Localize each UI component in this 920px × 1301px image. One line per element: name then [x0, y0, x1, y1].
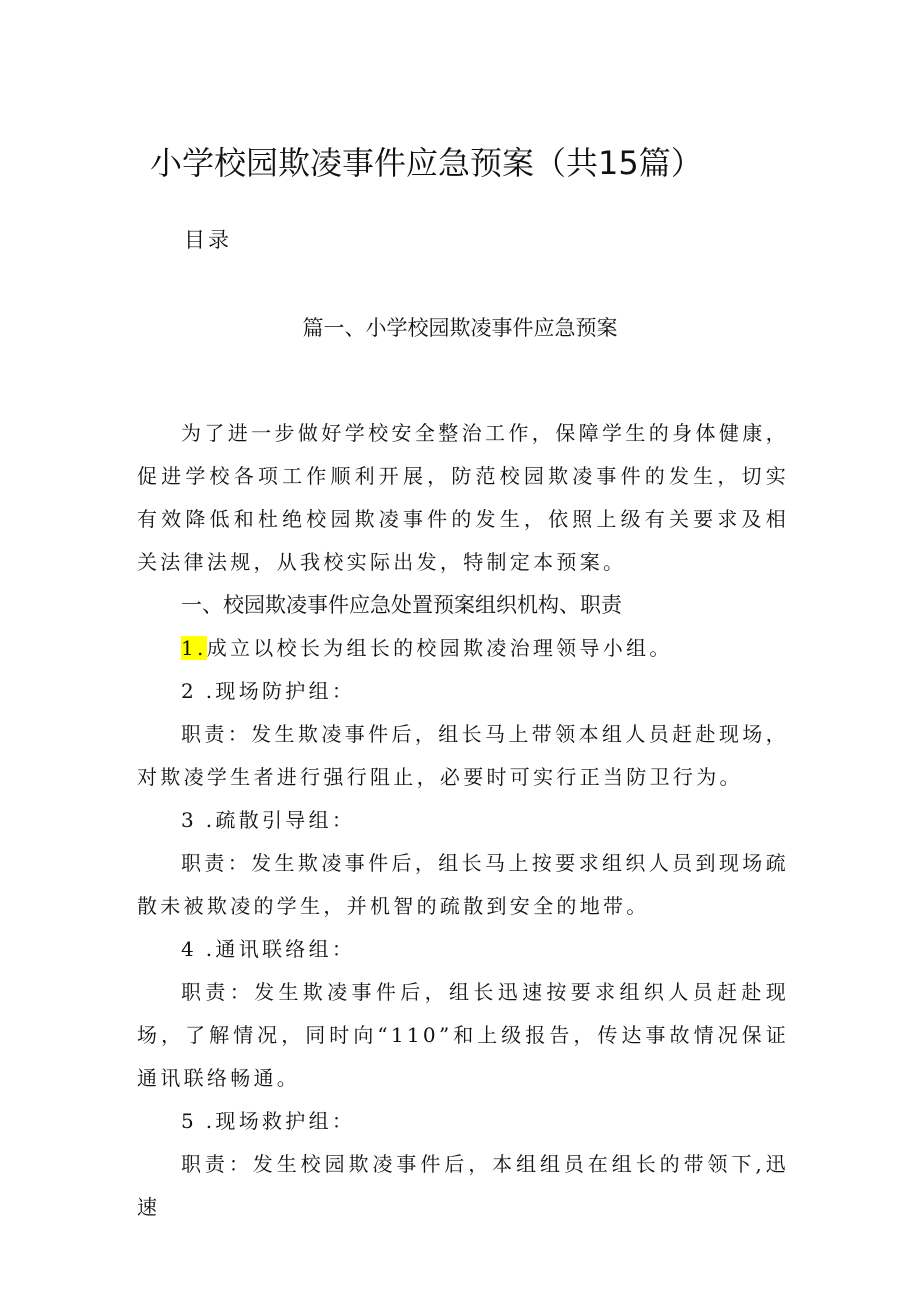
- list-item-4: [137, 928, 789, 971]
- item-title: .疏散引导组：: [205, 808, 356, 832]
- list-item-2: [137, 670, 789, 713]
- duty-paragraph-5: 职责：发生校园欺凌事件后，本组组员在组长的带领下,迅速: [137, 1152, 789, 1219]
- toc-label: 目录: [184, 228, 232, 252]
- item-number: 5: [181, 1109, 206, 1133]
- item-number: 2: [181, 679, 206, 703]
- list-item-1: [137, 627, 789, 670]
- document-title: 小学校园欺凌事件应急预案（共15篇）: [150, 144, 703, 182]
- list-item-3: [137, 799, 789, 842]
- item-title: .现场防护组：: [205, 679, 356, 703]
- intro-paragraph: 为了进一步做好学校安全整治工作，保障学生的身体健康，促进学校各项工作顺利开展，防范校园欺凌事件的发生，切实有效降低和杜绝校园欺凌事件的发生，依照上级有关要求及相关法律法规，从我校实际出发，特制定本预案。: [137, 421, 789, 574]
- item-number: 3: [181, 808, 206, 832]
- duty-paragraph-2: 职责：发生欺凌事件后，组长马上带领本组人员赶赴现场，对欺凌学生者进行强行阻止，必要时可实行正当防卫行为。: [137, 722, 789, 789]
- duty-paragraph-4: 职责：发生欺凌事件后，组长迅速按要求组织人员赶赴现场，了解情况，同时向“110”和上级报告，传达事故情况保证通讯联络畅通。: [137, 980, 789, 1090]
- section-heading: 一、校园欺凌事件应急处置预案组织机构、职责: [181, 593, 622, 617]
- duty-paragraph-3: 职责：发生欺凌事件后，组长马上按要求组织人员到现场疏散未被欺凌的学生，并机智的疏散到安全的地带。: [137, 851, 789, 918]
- document-body: [137, 412, 789, 1229]
- item-number-highlight: 1.: [181, 636, 207, 660]
- item-title: .通讯联络组：: [205, 937, 356, 961]
- item-text: 成立以校长为组长的校园欺凌治理领导小组。: [206, 636, 673, 660]
- list-item-5: [137, 1100, 789, 1143]
- chapter-title: 篇一、小学校园欺凌事件应急预案: [302, 316, 618, 340]
- item-title: .现场救护组：: [205, 1109, 356, 1133]
- item-number: 4: [181, 937, 206, 961]
